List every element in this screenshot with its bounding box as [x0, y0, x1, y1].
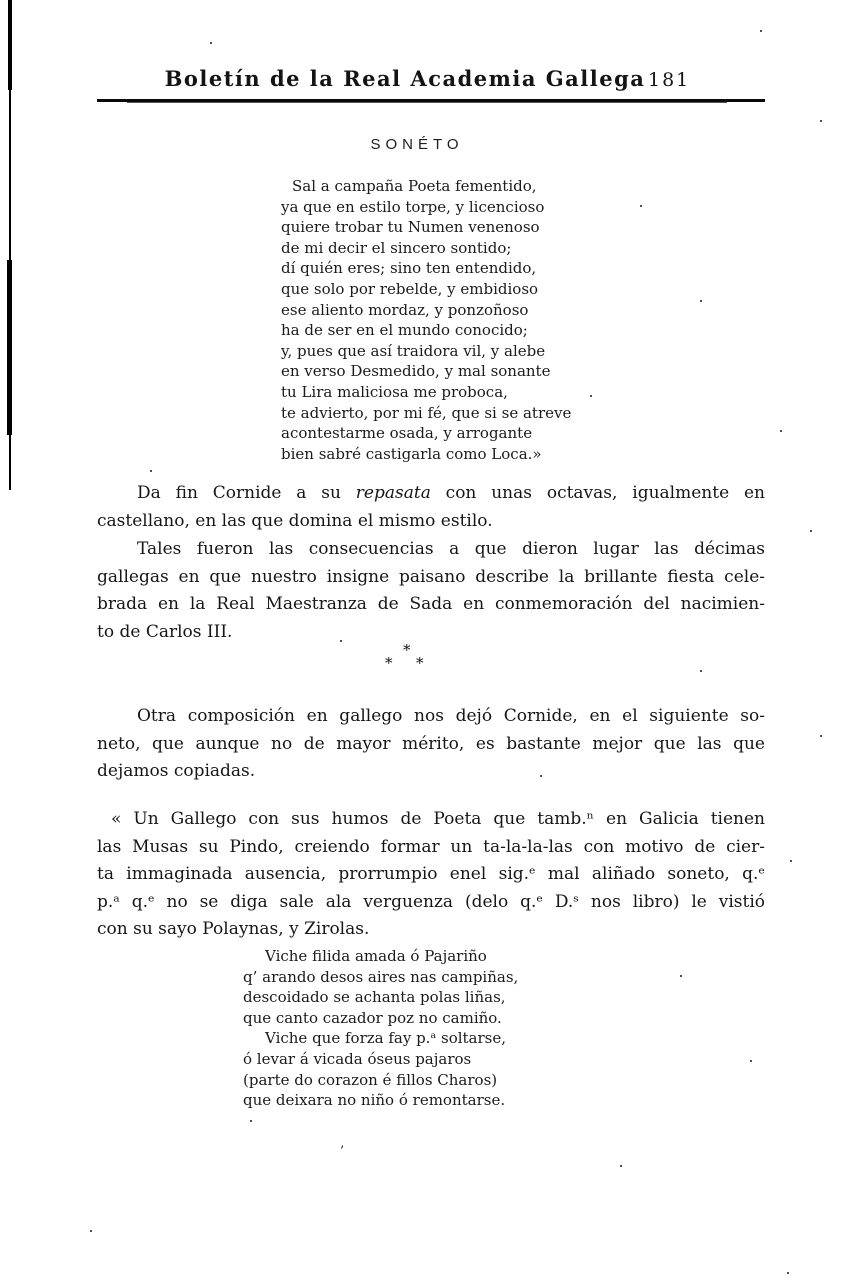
prose-line: ta immaginada ausencia, prorrumpio enel sig.ᵉ mal aliñado soneto, q.ᵉ — [97, 864, 765, 884]
sonnet-line: te advierto, por mi fé, que si se atreve — [281, 403, 572, 422]
sonnet-line: de mi decir el sincero sontido; — [281, 238, 512, 257]
sonnet-line: Sal a campaña Poeta fementido, — [292, 177, 537, 195]
sonnet-line: ese aliento mordaz, y ponzoñoso — [281, 300, 529, 319]
header-rule — [97, 99, 765, 102]
sonnet-line: dí quién eres; sino ten entendido, — [281, 259, 537, 278]
paragraph-otra-composicion — [97, 703, 765, 786]
verse-line: ó levar á vicada óseus pajaros — [243, 1049, 472, 1068]
italic-word: repasata — [355, 483, 431, 503]
binding-edge-bar — [9, 435, 11, 490]
prose-line: castellano, en las que domina el mismo estilo. — [97, 510, 493, 531]
prose-line: gallegas en que nuestro insigne paisano describe la brillante fiesta cele- — [97, 566, 765, 587]
binding-edge-bar — [7, 260, 12, 435]
verse-line: Viche filida amada ó Pajariño — [265, 947, 487, 965]
prose-line: p.ᵃ q.ᵉ no se diga sale ala verguenza (delo q.ᵉ D.ˢ nos libro) le vistió — [97, 891, 765, 912]
verse-line: descoidado se achanta polas liñas, — [243, 988, 506, 1007]
sonnet-block — [281, 176, 571, 464]
paragraph-quote-un-gallego — [97, 806, 765, 944]
asterisk-icon: * — [385, 654, 393, 672]
verse-line: (parte do corazon é fillos Charos) — [243, 1070, 498, 1089]
prose-text: Da fin Cornide a su — [137, 483, 356, 503]
sonnet-line: en verso Desmedido, y mal sonante — [281, 362, 551, 381]
paragraph-tales-fueron — [97, 536, 765, 646]
prose-line: dejamos copiadas. — [97, 761, 256, 781]
prose-line: brada en la Real Maestranza de Sada en conmemoración del nacimien- — [97, 594, 765, 614]
sonnet-line: ha de ser en el mundo conocido; — [281, 321, 528, 340]
prose-line: to de Carlos III. — [97, 621, 233, 642]
binding-edge-bar — [9, 90, 11, 260]
galician-verse-block — [243, 946, 518, 1111]
asterisk-icon: * — [416, 654, 424, 672]
verse-line: Viche que forza fay p.ᵃ soltarse, — [265, 1029, 507, 1048]
stray-apostrophe-mark: ’ — [340, 1144, 345, 1159]
asterisk-icon: * — [403, 641, 411, 659]
sonnet-line: bien sabré castigarla como Loca.» — [281, 444, 542, 463]
section-title: SONÉTO — [370, 136, 464, 153]
binding-edge-bar — [8, 0, 12, 90]
prose-line: Otra composición en gallego nos dejó Cornide, en el siguiente so- — [137, 706, 765, 726]
prose-text: con unas octavas, igualmente en — [430, 483, 765, 503]
page-number: 181 — [648, 69, 691, 91]
verse-line: que deixara no niño ó remontarse. — [243, 1091, 506, 1110]
paragraph-da-fin — [97, 480, 765, 535]
prose-line: neto, que aunque no de mayor mérito, es bastante mejor que las que — [97, 733, 765, 754]
prose-line: « Un Gallego con sus humos de Poeta que tamb.ⁿ en Galicia tienen — [111, 809, 765, 829]
verse-line: que canto cazador poz no camiño. — [243, 1008, 502, 1027]
sonnet-line: acontestarme osada, y arrogante — [281, 424, 533, 443]
verse-line: q’ arando desos aires nas campiñas, — [243, 967, 519, 986]
asterism-separator — [378, 643, 438, 677]
prose-line — [97, 480, 765, 508]
prose-line: Tales fueron las consecuencias a que dieron lugar las décimas — [137, 539, 765, 559]
prose-line: con su sayo Polaynas, y Zirolas. — [97, 919, 370, 939]
sonnet-line: ya que en estilo torpe, y licencioso — [281, 197, 545, 216]
sonnet-line: que solo por rebelde, y embidioso — [281, 279, 539, 298]
sonnet-line: y, pues que así traidora vil, y alebe — [281, 341, 546, 360]
prose-line: las Musas su Pindo, creiendo formar un ta-la-la-las con motivo de cier- — [97, 836, 765, 857]
sonnet-line: quiere trobar tu Numen venenoso — [281, 218, 540, 237]
sonnet-line: tu Lira maliciosa me proboca, — [281, 382, 508, 401]
journal-title: Boletín de la Real Academia Gallega — [164, 66, 646, 91]
